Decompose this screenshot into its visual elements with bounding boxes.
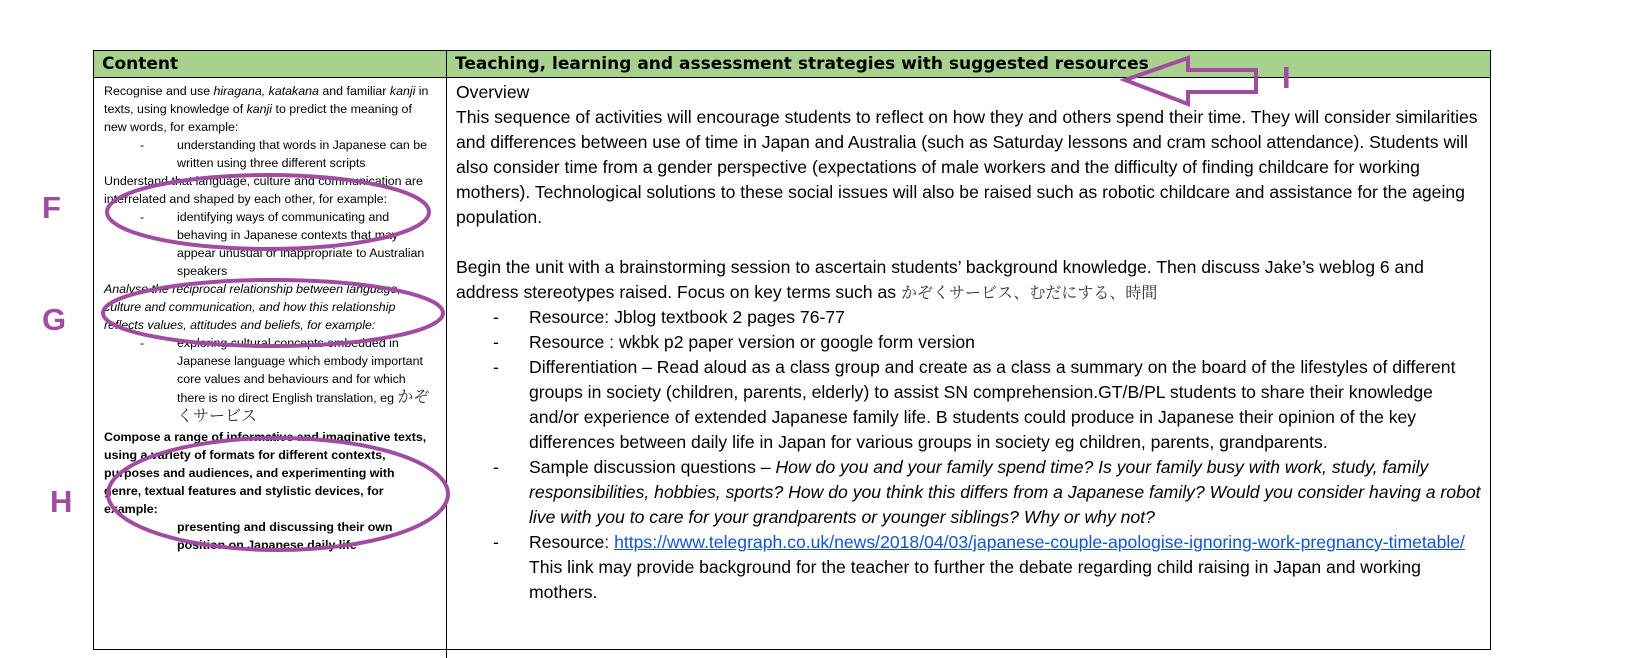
annotation-ellipse-g bbox=[103, 280, 443, 346]
begin-unit-text: Begin the unit with a brainstorming session to ascertain students’ background knowledge. Then discuss Jake’s weblog 6 and address stereotypes raised. Focus on key terms such as かぞくサービス、むだにする、時間 bbox=[456, 257, 1424, 302]
annotation-letter-i: I bbox=[1282, 60, 1291, 95]
content-outcome-1: Recognise and use hiragana, katakana and familiar kanji in texts, using knowledge of kanji to predict the meaning of new words, for example: bbox=[104, 84, 429, 134]
annotation-arrow-i bbox=[1125, 58, 1256, 104]
overview-text: This sequence of activities will encourage students to reflect on how they and others spend their time. They will consider similarities and differences between use of time in Japan and Australia (such as Saturday lessons and cram school attendance). Students will also consider time from a gender perspective (expectations of male workers and the difficulty of finding childcare for working mothers). Technological solutions to these social issues will also be raised such as robotic childcare and assistance for the ageing population. bbox=[456, 107, 1478, 227]
resource-item: - Resource: Jblog textbook 2 pages 76-77 bbox=[493, 307, 845, 327]
resource-item: - Resource : wkbk p2 paper version or google form version bbox=[493, 332, 975, 352]
annotation-letter-h: H bbox=[50, 484, 73, 519]
overview-title: Overview bbox=[456, 82, 530, 102]
strategies-column-header: Teaching, learning and assessment strategies with suggested resources bbox=[447, 51, 1490, 78]
discussion-questions-item: - Sample discussion questions – How do you and your family spend time? Is your family busy with work, study, family responsibilities, hobbies, sports? How do you think this differs from a Japanese family? Would you consider having a robot live with you to care for your grandparents or younger siblings? Why or why not? bbox=[493, 457, 1481, 527]
content-outcome-2: Understand that language, culture and communication are interrelated and shaped by each other, for example: bbox=[104, 174, 423, 206]
annotation-letter-f: F bbox=[42, 190, 61, 225]
content-example-1: - understanding that words in Japanese can be written using three different scripts bbox=[140, 138, 428, 170]
annotation-ellipse-f bbox=[107, 175, 429, 249]
content-example-2: - identifying ways of communicating and behaving in Japanese contexts that may appear unusual or inappropriate to Australian speakers bbox=[140, 210, 425, 278]
content-outcome-4: Compose a range of informative and imaginative texts, using a variety of formats for different contexts, purposes and audiences, and experimenting with genre, textual features and stylistic devices, for example: bbox=[104, 430, 427, 516]
content-example-3: - exploring cultural concepts embedded in Japanese language which embody important core values and behaviours and for which there is no direct English translation, eg かぞくサービス bbox=[140, 336, 430, 425]
differentiation-item: - Differentiation – Read aloud as a class group and create as a class a summary on the board of the lifestyles of different groups in society (children, parents, elderly) to assist SN comprehension.GT/B/PL students to share their knowledge and/or experience of extended Japanese family life. B students could produce in Japanese their opinion of the key differences between daily life in Japan for various groups in society eg children, parents, grandparents. bbox=[493, 357, 1456, 452]
annotation-ellipse-h bbox=[108, 438, 448, 550]
resource-link-item: - Resource: https://www.telegraph.co.uk/news/2018/04/03/japanese-couple-apologise-ignoring-work-pregnancy-timetable/ This link may provide background for the teacher to further the debate regarding child raising in Japan and working mothers. bbox=[493, 532, 1465, 602]
annotation-letter-g: G bbox=[42, 302, 67, 337]
telegraph-article-link[interactable]: https://www.telegraph.co.uk/news/2018/04/03/japanese-couple-apologise-ignoring-work-pregnancy-timetable/ bbox=[614, 532, 1465, 552]
content-column-header: Content bbox=[94, 51, 447, 78]
content-example-4: - presenting and discussing their own position on Japanese daily life bbox=[140, 520, 393, 552]
content-outcome-3: Analyse the reciprocal relationship between language, culture and communication, and how this relationship reflects values, attitudes and beliefs, for example: bbox=[104, 282, 401, 332]
